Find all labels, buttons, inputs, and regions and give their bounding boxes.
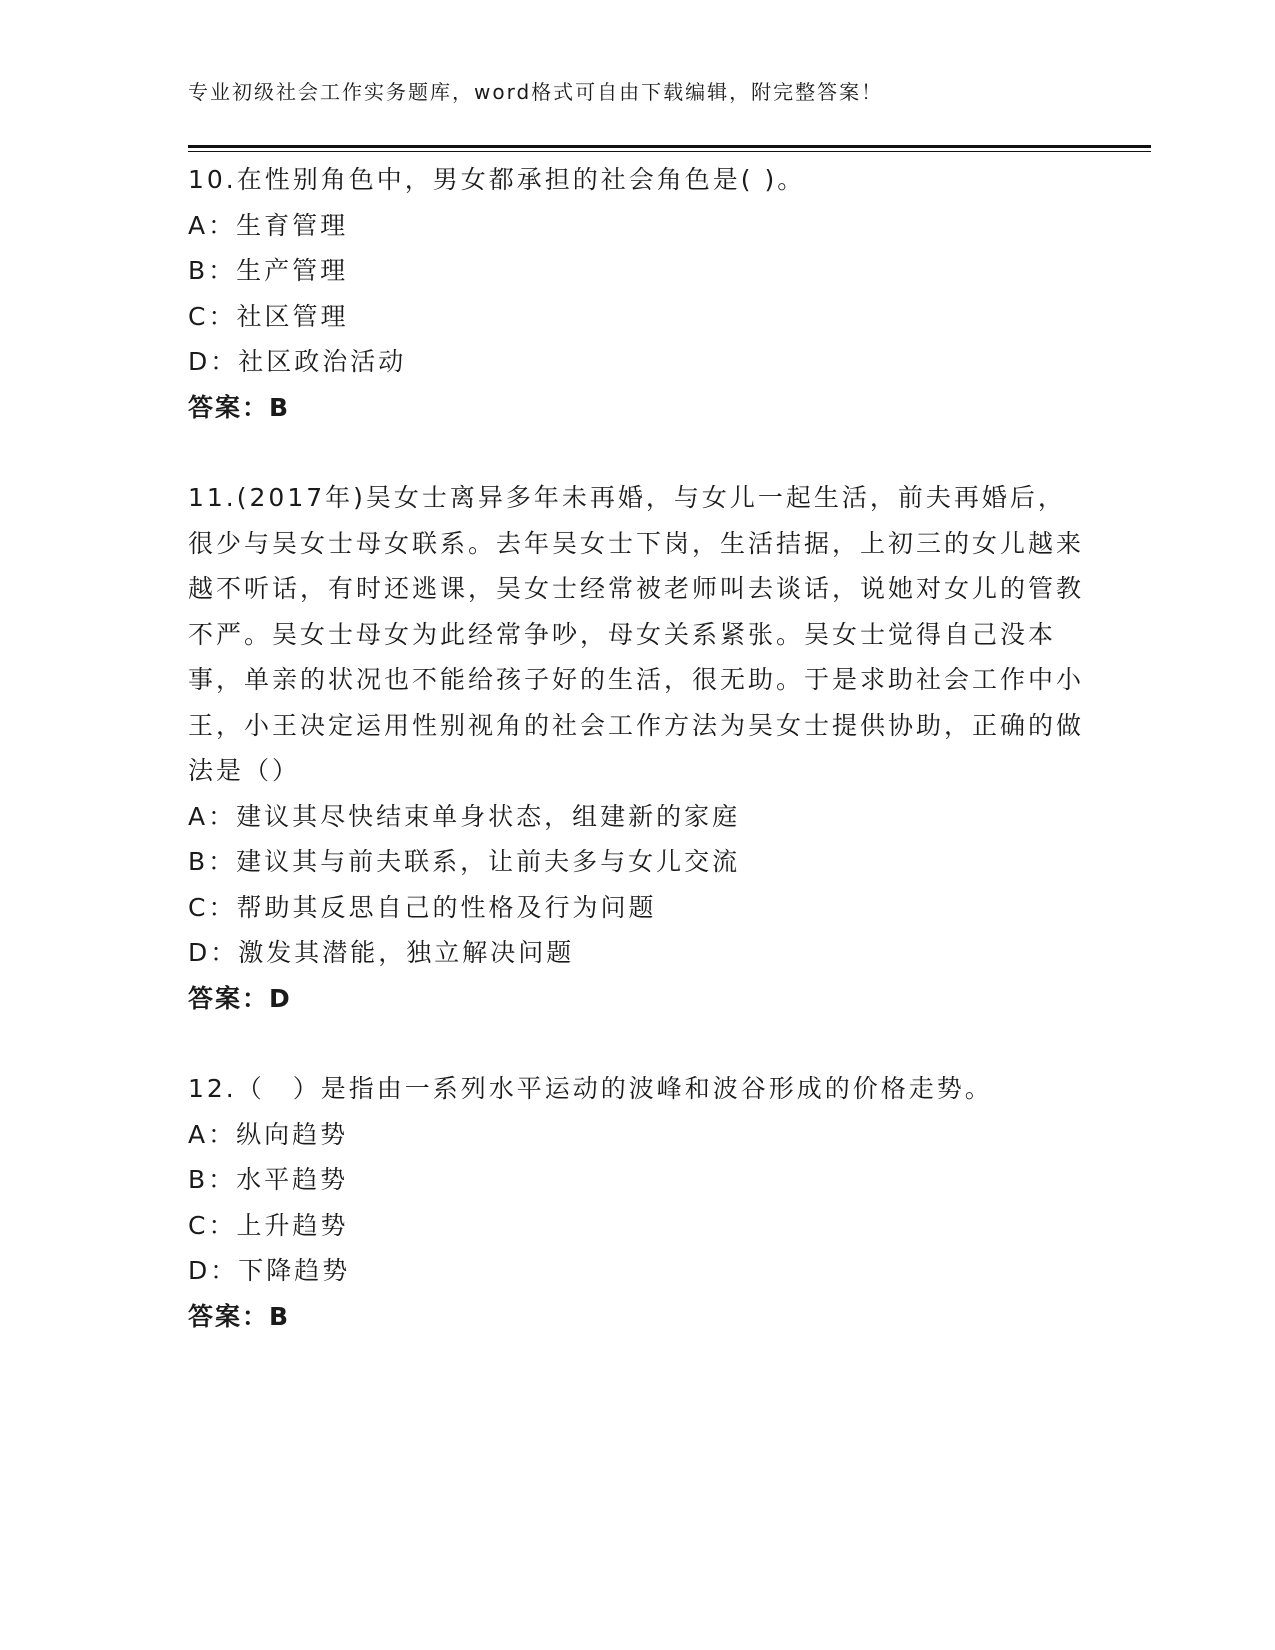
option-b: B：生产管理 (188, 256, 349, 285)
question-11 (188, 475, 1088, 1021)
option-a: A：生育管理 (188, 210, 349, 240)
option-c: C：上升趋势 (188, 1210, 349, 1240)
question-stem: 10.在性别角色中，男女都承担的社会角色是( )。 (188, 165, 806, 194)
option-c: C：社区管理 (188, 301, 349, 331)
option-b: B：建议其与前夫联系，让前夫多与女儿交流 (188, 847, 741, 876)
question-12 (188, 1066, 1088, 1339)
option-c: C：帮助其反思自己的性格及行为问题 (188, 892, 657, 922)
answer-line: 答案：D (188, 983, 292, 1013)
header-rule-thick (188, 145, 1151, 148)
option-a: A：纵向趋势 (188, 1119, 349, 1149)
question-stem: 12.（ ）是指由一系列水平运动的波峰和波谷形成的价格走势。 (188, 1074, 993, 1103)
page-header: 专业初级社会工作实务题库，word格式可自由下载编辑，附完整答案！ (188, 80, 884, 104)
question-list (188, 157, 1088, 1339)
option-b: B：水平趋势 (188, 1165, 349, 1194)
option-d: D：社区政治活动 (188, 347, 407, 376)
header-rule-thin (188, 151, 1151, 152)
option-d: D：激发其潜能，独立解决问题 (188, 938, 575, 967)
question-stem: 11.(2017年)吴女士离异多年未再婚，与女儿一起生活，前夫再婚后，很少与吴女士母女联系。去年吴女士下岗，生活拮据，上初三的女儿越来越不听话，有时还逃课，吴女士经常被老师叫去谈话，说她对女儿的管教不严。吴女士母女为此经常争吵，母女关系紧张。吴女士觉得自己没本事，单亲的状况也不能给孩子好的生活，很无助。于是求助社会工作中小王，小王决定运用性别视角的社会工作方法为吴女士提供协助，正确的做法是（） (188, 483, 1085, 785)
option-d: D：下降趋势 (188, 1256, 351, 1285)
answer-line: 答案：B (188, 1301, 291, 1331)
option-a: A：建议其尽快结束单身状态，组建新的家庭 (188, 801, 741, 831)
answer-line: 答案：B (188, 392, 291, 422)
question-10 (188, 157, 1088, 430)
